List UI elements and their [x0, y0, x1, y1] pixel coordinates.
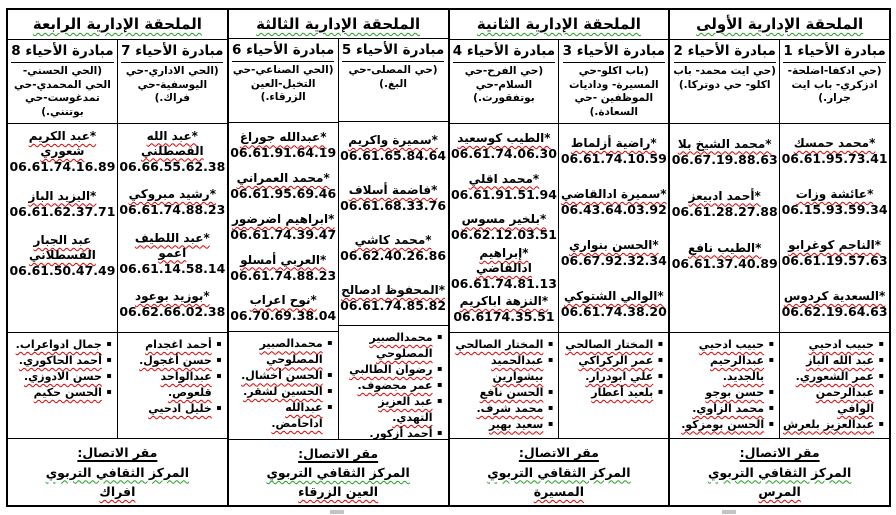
contact-center: المركز الثقافي التربوي	[266, 465, 410, 481]
member-entry	[560, 177, 667, 228]
other-member-name: عبدالواحد قلعوص.	[160, 369, 212, 399]
other-member	[561, 353, 663, 369]
initiative-title	[559, 42, 668, 63]
initiative-header	[559, 40, 668, 124]
other-member-name: جمال ادواعراب.	[15, 338, 102, 351]
other-member-name: محمد شرف.	[476, 401, 544, 415]
other-member	[231, 400, 333, 432]
member-entry	[781, 177, 888, 228]
other-member	[561, 337, 663, 353]
member-entry	[119, 126, 226, 177]
member-phone: 06.61.19.57.63	[781, 253, 888, 268]
member-phone: 06.62.40.26.86	[340, 247, 447, 263]
member-entry	[671, 126, 778, 178]
initiative-header	[229, 39, 338, 123]
member-phone: 06.61.50.47.49	[9, 263, 116, 278]
member-phone: 06.61.74.85.82	[340, 297, 447, 313]
member-entry	[671, 230, 778, 282]
member-entry	[119, 228, 226, 279]
other-member	[452, 353, 554, 385]
other-member-name: حسن أغجول.	[139, 353, 212, 367]
other-member-name: أحمد أزكور.	[369, 426, 433, 440]
member-entry	[9, 126, 116, 178]
initiative-desc: (حي ادكفا-اضلحة- ادزكري- باب ايت جرار.)	[787, 65, 882, 104]
member-entry	[340, 174, 447, 224]
annex-title: الملحقة الإدارية الأولى	[670, 10, 889, 40]
member-entry	[451, 167, 558, 208]
members-cell	[780, 124, 889, 333]
member-entry	[119, 177, 226, 228]
contact-cell	[670, 438, 889, 505]
others-cell	[559, 333, 668, 438]
member-phone: 06.61.74.39.47	[230, 226, 337, 242]
member-phone: 06.62.12.03.51	[450, 227, 557, 243]
initiative-title-text: مبادرة الأحياء 4	[453, 42, 555, 63]
other-member	[672, 401, 774, 417]
initiative-title-text: مبادرة الأحياء 8	[11, 42, 113, 63]
annex-group	[668, 10, 889, 505]
member-entry	[119, 279, 226, 330]
other-member	[672, 337, 774, 353]
member-name: عبد الجبار القسطلاني	[28, 233, 96, 262]
others-cell	[780, 333, 889, 438]
others-cell	[118, 333, 227, 438]
annex-columns	[670, 40, 889, 438]
initiative-column	[670, 40, 779, 438]
other-member	[452, 417, 554, 433]
member-phone: 06.15.93.59.34	[781, 202, 888, 217]
member-name: *سميرة واكريم	[348, 133, 438, 148]
member-phone: 06.62.66.02.38	[119, 304, 226, 319]
member-phone: 06.61.14.58.14	[119, 260, 226, 276]
member-phone: 06.70.69.38.04	[230, 308, 337, 324]
member-name: *اليزيد الباز	[28, 188, 97, 203]
member-phone: 06.61.91.51.94	[450, 186, 557, 202]
other-member	[10, 337, 112, 353]
contact-label: مقر الاتصال:	[518, 445, 599, 461]
other-member-name: الحسين لشقر.	[243, 385, 323, 399]
annex-columns	[229, 39, 448, 439]
initiative-title-text: مبادرة الأحياء 6	[232, 41, 334, 62]
other-member-name: المختار الصالحي	[565, 338, 654, 351]
member-entry	[781, 228, 888, 279]
member-entry	[9, 178, 116, 230]
other-member	[452, 385, 554, 401]
initiative-desc: (الحي الاداري-حي اليوسفية-حي فراك.)	[125, 65, 219, 104]
member-phone: 06.61.68.33.76	[340, 197, 447, 213]
other-member	[782, 385, 884, 417]
annex-title: الملحقة الإدارية الرابعة	[8, 10, 227, 40]
member-entry	[560, 279, 667, 330]
initiative-header	[339, 39, 448, 121]
member-entry	[450, 245, 558, 291]
member-name: *محمد الشيخ بلا	[677, 136, 772, 151]
other-member-name: عبدالله اداحامض.	[271, 401, 323, 431]
others-cell	[450, 333, 559, 438]
other-member-name: عمر الشعوري.	[795, 369, 874, 383]
other-member-name: محمد الزاوي.	[692, 401, 765, 415]
others-cell	[8, 333, 117, 438]
initiative-header	[670, 40, 779, 124]
other-member	[10, 385, 112, 401]
member-entry	[230, 207, 337, 248]
other-member	[341, 330, 443, 362]
members-cell	[670, 124, 779, 333]
member-name: *الناجم كوغرابو	[788, 238, 881, 252]
contact-cell	[8, 438, 227, 505]
member-entry	[340, 273, 447, 323]
initiative-column	[450, 40, 559, 438]
initiative-title	[229, 41, 338, 62]
other-member	[120, 337, 222, 353]
initiative-title-text: مبادرة الأحياء 2	[674, 42, 776, 63]
annex-columns	[450, 40, 669, 438]
member-name: *المحفوظ ادصالح	[341, 282, 446, 297]
initiative-title	[118, 42, 227, 63]
members-cell	[118, 124, 227, 333]
contact-place: المرس	[758, 483, 801, 499]
other-member	[341, 394, 443, 426]
member-phone: 06.67.92.32.34	[560, 253, 667, 268]
other-member	[672, 385, 774, 401]
other-member-name: أحمد اغجدام	[145, 338, 212, 351]
member-phone: 06.61.74.88.23	[230, 267, 337, 283]
other-member	[341, 426, 443, 439]
member-name: *بوزيد بوعود	[134, 289, 210, 303]
initiative-title-text: مبادرة الأحياء 3	[563, 42, 665, 63]
member-entry	[560, 228, 667, 279]
other-member-name: المختار الصالحي	[455, 338, 544, 351]
initiative-desc: (حي المصلى-حي البغ.)	[348, 64, 438, 90]
member-name: *الطيب كوسعيد	[457, 130, 551, 145]
member-name: *عبد اللطيف اعمو	[134, 230, 210, 260]
other-member-name: الحسن أخشال.	[241, 369, 323, 383]
annex-group	[8, 10, 227, 505]
member-name: *السعدية كردوس	[783, 289, 886, 303]
initiative-header	[8, 40, 117, 124]
member-name: *ابراهيم اضرضور	[231, 211, 335, 226]
initiative-title	[450, 42, 559, 63]
member-entry	[230, 125, 337, 166]
initiative-header	[118, 40, 227, 124]
initiative-desc: (حي الفرح-حي السلام-حي بوتفقورت.)	[464, 65, 544, 104]
other-member-name: سعيد بهير	[488, 417, 544, 431]
member-phone: 06.6174.35.51	[453, 309, 555, 325]
members-cell	[229, 123, 338, 332]
other-member	[120, 369, 222, 401]
member-phone: 06.61.95.73.41	[781, 151, 888, 166]
contact-center: المركز الثقافي التربوي	[45, 464, 190, 480]
initiative-column	[558, 40, 668, 438]
other-member-name: أحمد الحاكوري.	[18, 353, 102, 367]
contact-center: المركز الثقافي التربوي	[707, 464, 852, 480]
page-artifact-left	[330, 510, 344, 514]
member-phone: 06.61.28.27.88	[671, 203, 778, 219]
initiative-title	[8, 42, 117, 63]
other-member	[782, 417, 884, 433]
other-member-name: علي ابودرار.	[585, 369, 654, 383]
other-member	[782, 369, 884, 385]
member-name: *محمد العمراني	[236, 171, 330, 186]
other-member	[120, 401, 222, 417]
contact-label: مقر الاتصال:	[739, 445, 820, 461]
other-member	[452, 337, 554, 353]
contact-place: المسيرة	[533, 483, 585, 499]
contact-label: مقر الاتصال:	[298, 446, 379, 462]
annex-group	[448, 10, 669, 505]
other-member-name: عبدالرحيم بالجديد.	[709, 353, 765, 383]
initiative-title-text: مبادرة الأحياء 1	[783, 42, 885, 63]
other-member-name: الحسن نافع	[479, 385, 544, 399]
other-member	[341, 362, 443, 378]
other-member-name: عبدالعزيز بلعرش	[783, 417, 874, 431]
other-member-name: بلعيد أعطار	[591, 385, 654, 399]
other-member-name: عبد العزيز التهدي.	[378, 394, 433, 424]
member-entry	[340, 124, 447, 174]
member-entry	[340, 223, 447, 273]
member-entry	[230, 248, 337, 289]
member-name: *سميرة ادالقاضي	[561, 187, 667, 201]
member-entry	[671, 178, 778, 230]
other-member	[782, 353, 884, 369]
initiative-desc: (الحي الصناعي-حي التخيل-العين الزرقاء.)	[232, 64, 334, 104]
other-member-name: حبيب ادحيي	[808, 338, 874, 351]
other-member-name: حبيب ادحيي	[698, 338, 765, 351]
initiative-title-text: مبادرة الأحياء 7	[121, 42, 223, 63]
other-member-name: الحسن بومزكو.	[681, 417, 765, 431]
initiative-column	[338, 39, 448, 439]
other-member-name: عبدالحميد بيشوارين	[490, 353, 544, 383]
member-name: *الوالي الشتوكي	[563, 289, 664, 303]
member-name: *أحمد ادبيعز	[688, 188, 761, 203]
member-phone: 06.61.74.38.20	[560, 304, 667, 319]
member-phone: 06.61.65.84.64	[340, 148, 447, 164]
other-member-name: حسن الادوزي.	[23, 369, 102, 383]
member-name: *إبراهيم ادالقاضي	[476, 245, 532, 275]
member-name: *عبد الله القصطلني	[140, 128, 204, 158]
member-entry	[230, 289, 337, 330]
member-name: *النزهة اباكريم	[459, 294, 549, 309]
other-member-name: خليل ادحيي	[148, 401, 212, 415]
member-phone: 06.61.74.06.30	[450, 145, 557, 161]
other-member-name: رضوان الطالبي	[349, 363, 433, 377]
initiative-title	[670, 42, 779, 63]
initiative-header	[450, 40, 559, 124]
contact-place: العين الزرقاء	[298, 484, 379, 500]
member-name: *محمد كاشي	[354, 232, 432, 247]
contact-label: مقر الاتصال:	[77, 445, 158, 461]
member-phone: 06.61.74.10.59	[560, 151, 667, 166]
member-name: *نوح اعراب	[249, 293, 317, 308]
member-entry	[230, 166, 337, 207]
member-phone: 06.43.64.03.92	[560, 202, 667, 217]
initiative-desc: (باب اكلو-حي المسيرة- وداديات الموظفين -حي السعادة.)	[568, 65, 659, 118]
member-phone: 06.66.55.62.38	[119, 158, 226, 174]
member-entry	[781, 126, 888, 177]
member-name: *محمد اقلي	[468, 171, 540, 186]
other-member	[672, 417, 774, 433]
member-name: *راضية أزلماط	[570, 136, 657, 150]
other-member	[672, 353, 774, 385]
other-member-name: عبد الله الباز	[806, 353, 874, 367]
member-name: *عائشة وزات	[795, 187, 874, 201]
other-member	[452, 401, 554, 417]
member-phone: 06.61.37.40.89	[671, 255, 778, 271]
other-member	[120, 353, 222, 369]
members-cell	[450, 124, 559, 333]
annex-group	[227, 10, 448, 505]
member-phone: 06.61.74.16.89	[9, 159, 116, 174]
annex-title: الملحقة الإدارية الثانية	[450, 10, 669, 40]
member-name: *بلخير مسوس	[461, 212, 547, 227]
other-member-name: الحسن حكيم	[33, 385, 102, 399]
member-entry	[451, 289, 558, 330]
member-entry	[781, 279, 888, 330]
annex-title: الملحقة الإدارية الثالثة	[229, 10, 448, 39]
other-member	[782, 337, 884, 353]
initiative-column	[8, 40, 117, 438]
other-member	[561, 385, 663, 401]
other-member	[341, 378, 443, 394]
members-cell	[559, 124, 668, 333]
others-cell	[229, 332, 338, 439]
other-member	[10, 369, 112, 385]
other-member	[231, 368, 333, 384]
member-name: *عبد الكريم شعوري	[28, 129, 97, 158]
member-phone: 06.61.95.69.46	[230, 186, 337, 202]
member-phone: 06.62.19.64.63	[781, 304, 888, 319]
member-phone: 06.61.74.88.23	[119, 202, 226, 217]
others-cell	[670, 333, 779, 438]
members-cell	[8, 124, 117, 333]
initiative-column	[117, 40, 227, 438]
initiative-column	[229, 39, 338, 439]
other-member-name: عمر مجضوف.	[357, 379, 433, 393]
other-member-name: حسن بوجو	[705, 385, 765, 399]
initiative-desc: (حي ايت محمد- باب اكلو- حي دوتركا.)	[673, 65, 776, 91]
other-member	[561, 369, 663, 385]
annex-columns	[8, 40, 227, 438]
member-name: *العربي أمسلو	[240, 252, 327, 267]
member-name: *الطيب نافع	[687, 240, 762, 255]
member-phone: 06.67.19.88.63	[671, 151, 778, 167]
member-name: *الحسن بنواري	[568, 238, 659, 252]
initiative-title	[780, 42, 889, 63]
member-phone: 06.61.74.81.13	[450, 275, 557, 291]
other-member	[231, 384, 333, 400]
other-member-name: محمدالصبير المصلوحي	[369, 331, 433, 361]
initiative-header	[780, 40, 889, 124]
member-entry	[560, 126, 667, 177]
member-entry	[9, 230, 116, 282]
other-member-name: عبدالرحمن الوافي	[815, 385, 874, 415]
initiative-column	[779, 40, 889, 438]
others-cell	[339, 326, 448, 439]
member-name: *فاضمة أسلاف	[348, 182, 438, 197]
other-member	[10, 353, 112, 369]
member-name: *عبدالله جوراغ	[239, 130, 327, 145]
contact-place: افراك	[99, 483, 136, 499]
contact-cell	[229, 439, 448, 505]
contact-center: المركز الثقافي التربوي	[487, 464, 631, 480]
member-name: *محمد حمسك	[793, 136, 876, 150]
member-entry	[451, 126, 558, 167]
initiative-title-text: مبادرة الأحياء 5	[342, 41, 444, 62]
initiative-desc: (الحي الحسني-الحي المحمدي-حي تمدغوست-حي بوتنني.)	[14, 65, 111, 118]
other-member	[231, 336, 333, 368]
document-table	[6, 8, 891, 507]
member-entry	[451, 208, 558, 249]
member-phone: 06.61.91.64.19	[230, 145, 337, 161]
other-member-name: محمدالصبير المصلوحي	[259, 337, 323, 367]
initiative-title	[339, 41, 448, 62]
other-member-name: عمر الركراكي	[578, 353, 654, 367]
members-cell	[339, 122, 448, 327]
member-name: *رشيد مبروكي	[128, 187, 216, 201]
page-artifact-right	[722, 510, 736, 514]
contact-cell	[450, 438, 669, 505]
member-phone: 06.61.62.37.71	[9, 203, 116, 219]
